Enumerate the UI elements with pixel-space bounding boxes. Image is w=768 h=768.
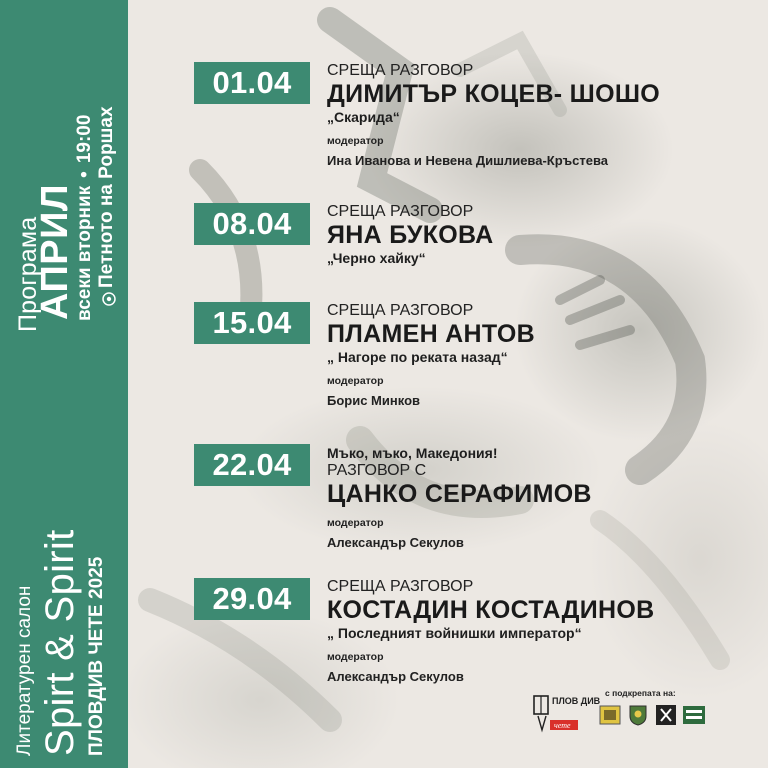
event-date: 29.04 — [194, 578, 310, 620]
moderator-label: модератор — [327, 517, 384, 529]
event-guest: ЦАНКО СЕРАФИМОВ — [327, 480, 592, 508]
month-title: АПРИЛ — [34, 183, 76, 320]
program-label: Програма — [14, 216, 42, 332]
moderator-label: модератор — [327, 375, 384, 387]
event-date: 22.04 — [194, 444, 310, 486]
venue-text: Петното на Роршах — [96, 106, 117, 288]
support-label: с подкрепата на: — [605, 688, 676, 698]
salon-label: Литературен салон — [14, 585, 35, 756]
logo-text-top: ПЛОВ ДИВ — [552, 696, 601, 706]
event-special-title: Мъко, мъко, Македония! — [327, 445, 498, 461]
coat-of-arms-logo — [626, 703, 650, 727]
sidebar-band — [0, 0, 128, 768]
event-kind: СРЕЩА РАЗГОВОР — [327, 203, 474, 220]
event-guest: ДИМИТЪР КОЦЕВ- ШОШО — [327, 80, 661, 108]
event-details — [327, 62, 660, 170]
moderator-label: модератор — [327, 651, 384, 663]
location-icon — [100, 292, 114, 306]
municipality-logo — [598, 703, 622, 727]
event-book-title: „ Последният войнишки император“ — [327, 625, 582, 641]
event-book-title: „ Нагоре по реката назад“ — [327, 349, 508, 365]
event-date: 15.04 — [194, 302, 310, 344]
event-kind: СРЕЩА РАЗГОВОР — [327, 578, 474, 595]
moderator-name: Александър Секулов — [327, 669, 464, 684]
event-date: 08.04 — [194, 203, 310, 245]
event-date: 01.04 — [194, 62, 310, 104]
event-details — [327, 444, 592, 552]
event-details — [327, 203, 494, 267]
kant-logo — [654, 703, 678, 727]
event-kind: СРЕЩА РАЗГОВОР — [327, 302, 474, 319]
schedule-text: всеки вторник — [74, 185, 95, 321]
event-kind: СРЕЩА РАЗГОВОР — [327, 62, 474, 79]
moderator-name: Борис Минков — [327, 393, 420, 408]
event-guest: ЯНА БУКОВА — [327, 221, 494, 249]
rorschach-logo — [682, 703, 706, 727]
event-details — [327, 578, 654, 686]
plovdiv-reads-logo — [532, 690, 601, 738]
event-guest: КОСТАДИН КОСТАДИНОВ — [327, 596, 655, 624]
moderator-label: модератор — [327, 135, 384, 147]
logo-text-bottom: чете — [554, 721, 571, 730]
event-book-title: „Скарида“ — [327, 109, 400, 125]
moderator-name: Александър Секулов — [327, 535, 464, 550]
time-text: 19:00 — [74, 114, 95, 164]
schedule-line — [74, 115, 96, 321]
salon-name: Spirt & Spirit — [38, 529, 82, 756]
event-guest: ПЛАМЕН АНТОВ — [327, 320, 535, 348]
event-book-title: „Черно хайку“ — [327, 250, 426, 266]
moderator-name: Ина Иванова и Невена Дишлиева-Кръстева — [327, 153, 609, 168]
festival-name: ПЛОВДИВ ЧЕТЕ 2025 — [86, 556, 107, 756]
event-details — [327, 302, 535, 410]
event-kind: РАЗГОВОР С — [327, 462, 427, 479]
bullet-icon: • — [74, 171, 95, 178]
venue-line — [96, 106, 118, 306]
